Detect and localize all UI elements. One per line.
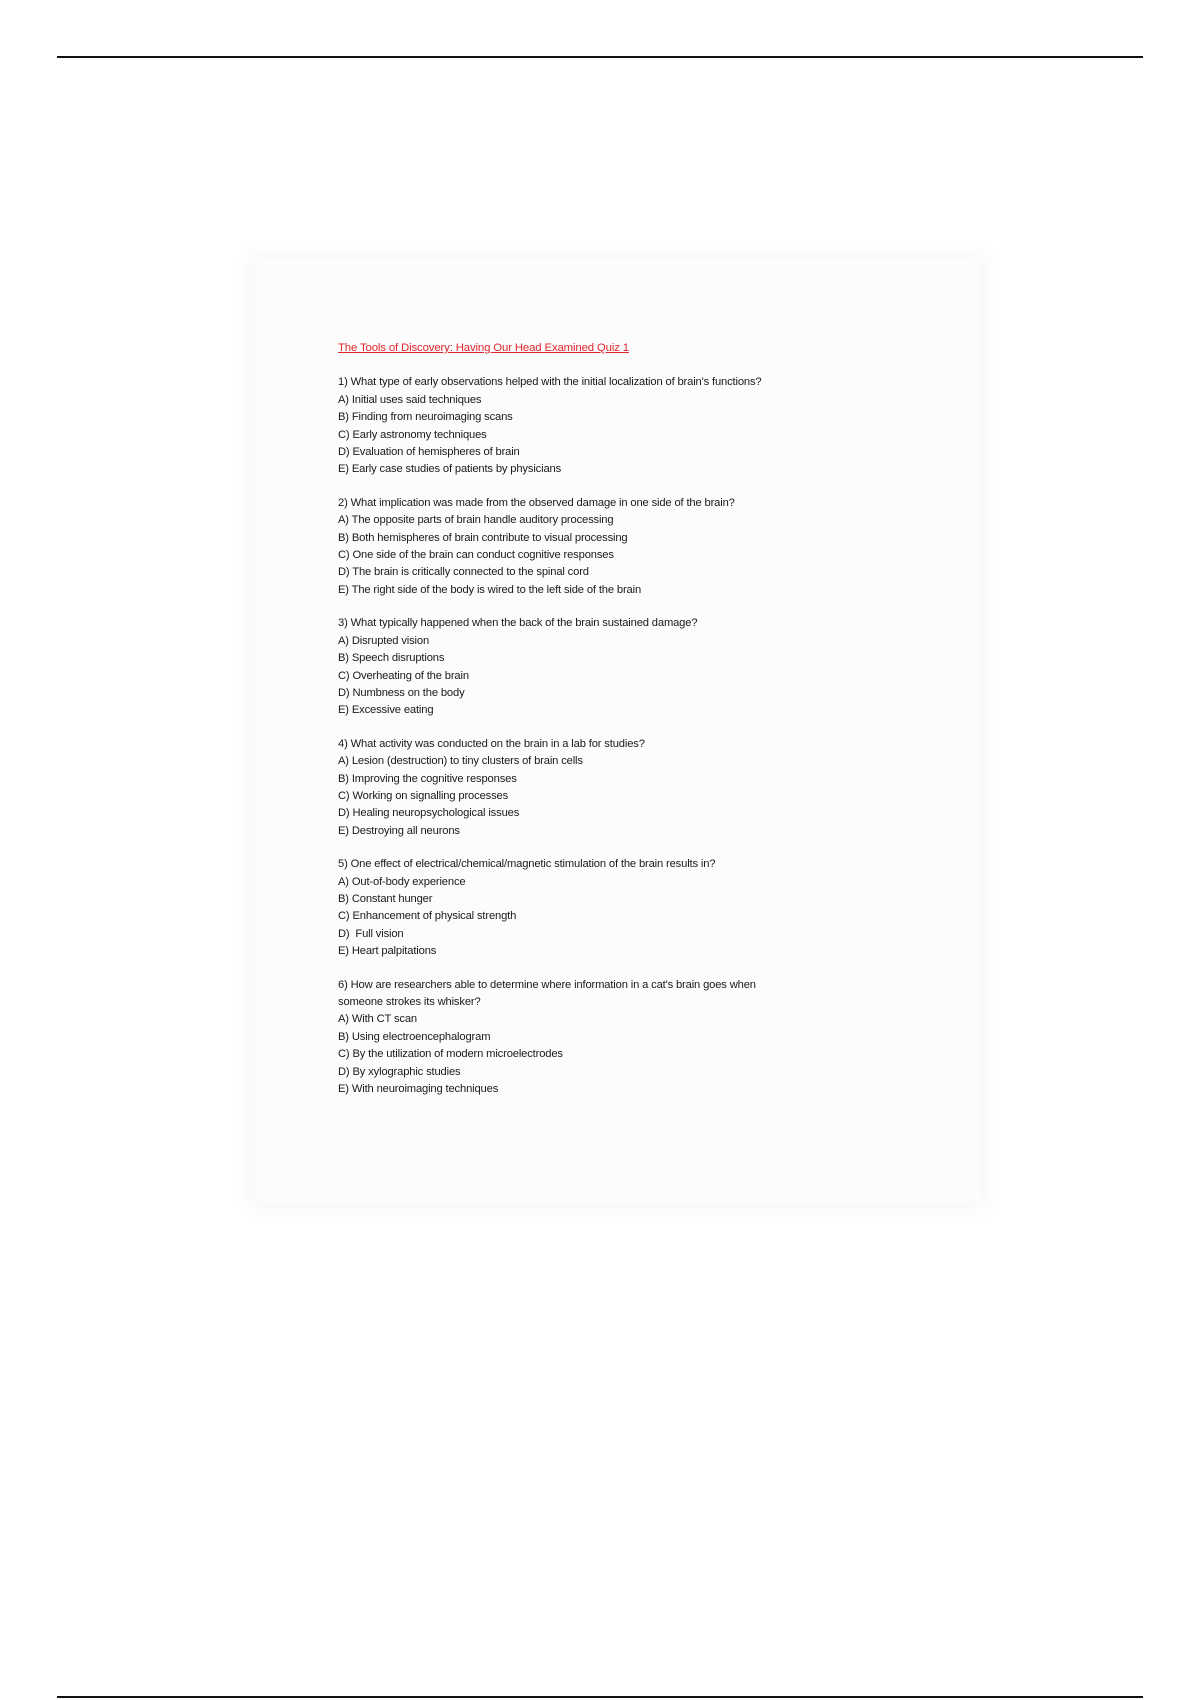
question-prompt: 6) How are researchers able to determine where information in a cat's brain goes when xyxy=(338,978,756,991)
answer-option: B) Speech disruptions xyxy=(338,652,445,665)
answer-option: D) Numbness on the body xyxy=(338,686,465,699)
question-prompt-continued: someone strokes its whisker? xyxy=(338,996,481,1008)
answer-option: D) Full vision xyxy=(338,927,404,940)
bottom-rule xyxy=(57,1696,1143,1698)
question-4 xyxy=(338,736,898,840)
quiz-content xyxy=(338,340,898,1114)
answer-option: A) Initial uses said techniques xyxy=(338,393,482,406)
answer-option: B) Using electroencephalogram xyxy=(338,1030,491,1043)
answer-option: D) By xylographic studies xyxy=(338,1065,461,1078)
answer-option: B) Both hemispheres of brain contribute to visual processing xyxy=(338,531,628,544)
document-title: The Tools of Discovery: Having Our Head Examined Quiz 1 xyxy=(338,342,629,354)
answer-option: C) Enhancement of physical strength xyxy=(338,910,517,923)
answer-option: E) Excessive eating xyxy=(338,704,434,717)
answer-option: B) Improving the cognitive responses xyxy=(338,772,517,785)
answer-option: A) Lesion (destruction) to tiny clusters of brain cells xyxy=(338,755,583,768)
answer-option: C) By the utilization of modern microelectrodes xyxy=(338,1048,563,1061)
question-prompt: 1) What type of early observations helped with the initial localization of brain's functions? xyxy=(338,376,762,389)
answer-option: A) With CT scan xyxy=(338,1013,417,1026)
answer-option: B) Finding from neuroimaging scans xyxy=(338,411,513,424)
top-rule xyxy=(57,56,1143,58)
answer-option: D) Healing neuropsychological issues xyxy=(338,807,520,820)
answer-option: D) Evaluation of hemispheres of brain xyxy=(338,446,520,459)
answer-option: E) Destroying all neurons xyxy=(338,824,460,837)
answer-option: A) Out-of-body experience xyxy=(338,875,466,888)
answer-option: C) Early astronomy techniques xyxy=(338,428,487,441)
question-prompt: 3) What typically happened when the back of the brain sustained damage? xyxy=(338,617,698,630)
answer-option: E) Early case studies of patients by physicians xyxy=(338,463,562,476)
answer-option: B) Constant hunger xyxy=(338,892,433,905)
answer-option: E) The right side of the body is wired to the left side of the brain xyxy=(338,583,642,596)
question-6 xyxy=(338,977,898,1099)
question-1 xyxy=(338,374,898,478)
answer-option: C) Working on signalling processes xyxy=(338,789,509,802)
question-3 xyxy=(338,615,898,719)
answer-option: C) Overheating of the brain xyxy=(338,669,469,682)
question-prompt: 5) One effect of electrical/chemical/magnetic stimulation of the brain results in? xyxy=(338,858,716,871)
answer-option: A) The opposite parts of brain handle auditory processing xyxy=(338,514,614,527)
question-5 xyxy=(338,856,898,960)
answer-option: D) The brain is critically connected to the spinal cord xyxy=(338,566,589,579)
answer-option: A) Disrupted vision xyxy=(338,634,430,647)
answer-option: C) One side of the brain can conduct cognitive responses xyxy=(338,549,614,562)
question-2 xyxy=(338,495,898,599)
answer-option: E) With neuroimaging techniques xyxy=(338,1083,499,1096)
answer-option: E) Heart palpitations xyxy=(338,945,437,958)
question-prompt: 4) What activity was conducted on the brain in a lab for studies? xyxy=(338,737,645,750)
question-prompt: 2) What implication was made from the observed damage in one side of the brain? xyxy=(338,496,735,509)
